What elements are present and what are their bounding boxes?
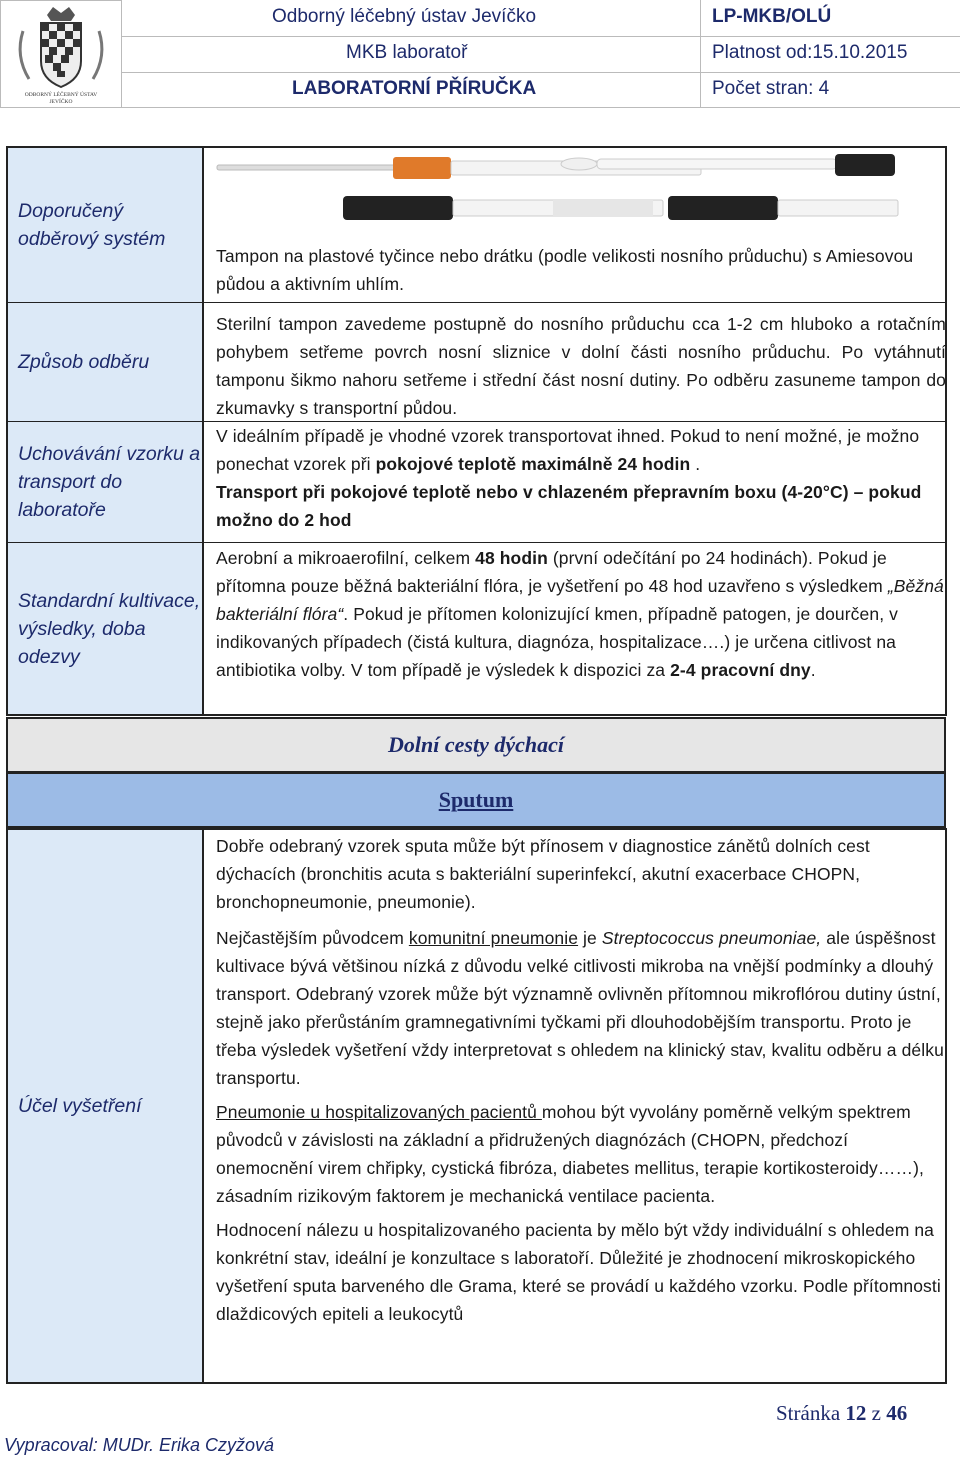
section-title: Dolní cesty dýchací xyxy=(6,717,946,773)
nasal-swab-table xyxy=(6,146,947,716)
header-divider xyxy=(700,0,701,108)
footer-author: Vypracoval: MUDr. Erika Czyžová xyxy=(4,1435,275,1455)
header-page-count: Počet stran: 4 xyxy=(712,78,830,99)
header-divider xyxy=(122,107,960,108)
purpose-paragraph-2: Nejčastějším původcem komunitní pneumonie je Streptococcus pneumoniae, ale úspěšnost kultivace bývá většinou nízká z důvodu velké citlivosti mikroba na vnější podmínky a dlouhý transport. Odebraný vzorek může být významně ovlivněn přítomnou mikroflórou dutiny ústní, stejně jako přerůstáním gramnegativními tyčkami při dlouhodobějším transportu. Proto je třeba výsledek vyšetření vždy interpretovat s ohledem na klinický stav, kvalitu odběru a délku transportu. xyxy=(216,928,944,1088)
label-sampling-method: Způsob odběru xyxy=(8,303,204,421)
label-purpose: Účel vyšetření xyxy=(8,830,204,1382)
header-institution: Odborný léčebný ústav Jevíčko xyxy=(272,6,537,27)
sputum-purpose-table xyxy=(6,828,947,1384)
header-lab: MKB laboratoř xyxy=(346,42,468,63)
label-storage-transport: Uchovávání vzorku a transport do laboratoře xyxy=(8,422,204,542)
page-number: Stránka 12 z 46 xyxy=(776,1401,908,1425)
header-validity: Platnost od:15.10.2015 xyxy=(712,42,908,63)
header-divider xyxy=(122,72,960,73)
header-divider xyxy=(122,36,960,37)
storage-transport-text: V ideálním případě je vhodné vzorek transportovat ihned. Pokud to není možné, je možno ponechat vzorek při pokojové teplotě maximálně 24 hodin . Transport při pokojové teplotě nebo v chlazeném přepravním boxu (4-20°C) – pokud možno do 2 hod xyxy=(216,426,922,530)
purpose-paragraph-1: Dobře odebraný vzorek sputa může být přínosem v diagnostice zánětů dolních cest dýchacích (bronchitis acuta s bakteriální superinfekcí, akutní exacerbace CHOPN, bronchopneumonie, pneumonie). xyxy=(216,836,870,912)
label-cultivation: Standardní kultivace, výsledky, doba odezvy xyxy=(8,543,204,714)
institution-logo xyxy=(0,0,122,108)
purpose-paragraph-4: Hodnocení nálezu u hospitalizovaného pacienta by mělo být vždy individuální s ohledem na konkrétní stav, ideální je konzultace s laboratoří. Důležité je zhodnocení mikroskopického vyšetření sputa barveného dle Grama, které se provádí u každého vzorku. Podle přítomnosti dlaždicových epiteli a leukocytů xyxy=(216,1220,941,1324)
header-manual-title: LABORATORNÍ PŘÍRUČKA xyxy=(292,78,537,99)
sampling-method-text: Sterilní tampon zavedeme postupně do nosního průduchu cca 1-2 cm hluboko a rotačním pohybem setřeme povrch nosní sliznice v dolní části nosního průduchu. Po vytáhnutí tamponu šikmo nahoru setřeme i střední část nosní dutiny. Po odběru zasuneme tampon do zkumavky s transportní půdou. xyxy=(216,314,946,418)
cultivation-text: Aerobní a mikroaerofilní, celkem 48 hodin (první odečítání po 24 hodinách). Pokud je přítomna pouze běžná bakteriální flóra, je vyšetření po 48 hod uzavřeno s výsledkem „Běžná bakteriální flóra“. Pokud je přítomen kolonizující kmen, případně patogen, je dourčen, v indikovaných případech (čistá kultura, diagnóza, hospitalizace….) je určena citlivost na antibiotika volby. V tom případě je výsledek k dispozici za 2-4 pracovní dny. xyxy=(216,548,944,680)
svg-text:JEVÍČKO: JEVÍČKO xyxy=(49,99,73,105)
purpose-text xyxy=(216,832,946,1328)
row-divider xyxy=(8,302,945,303)
sampling-system-text: Tampon na plastové tyčince nebo drátku (podle velikosti nosního průduchu) s Amiesovou půdou a aktivním uhlím. xyxy=(216,246,914,294)
purpose-paragraph-3: Pneumonie u hospitalizovaných pacientů mohou být vyvolány poměrně velkým spektrem původců v závislosti na základní a přidružených diagnózách (CHOPN, předchozí onemocnění virem chřipky, cystická fibróza, diabetes mellitus, terapie kortikosteroidy……), zásadním rizikovým faktorem je mechanická ventilace pacienta. xyxy=(216,1102,924,1206)
header-doc-code: LP-MKB/OLÚ xyxy=(712,6,832,27)
label-sampling-system: Doporučený odběrový systém xyxy=(8,148,204,302)
section-subtitle: Sputum xyxy=(6,772,946,828)
svg-text:ODBORNÝ LÉČEBNÝ ÚSTAV: ODBORNÝ LÉČEBNÝ ÚSTAV xyxy=(24,92,98,98)
crest-icon xyxy=(1,1,121,107)
swab-tubes-image xyxy=(213,152,943,236)
row-divider xyxy=(8,542,945,543)
